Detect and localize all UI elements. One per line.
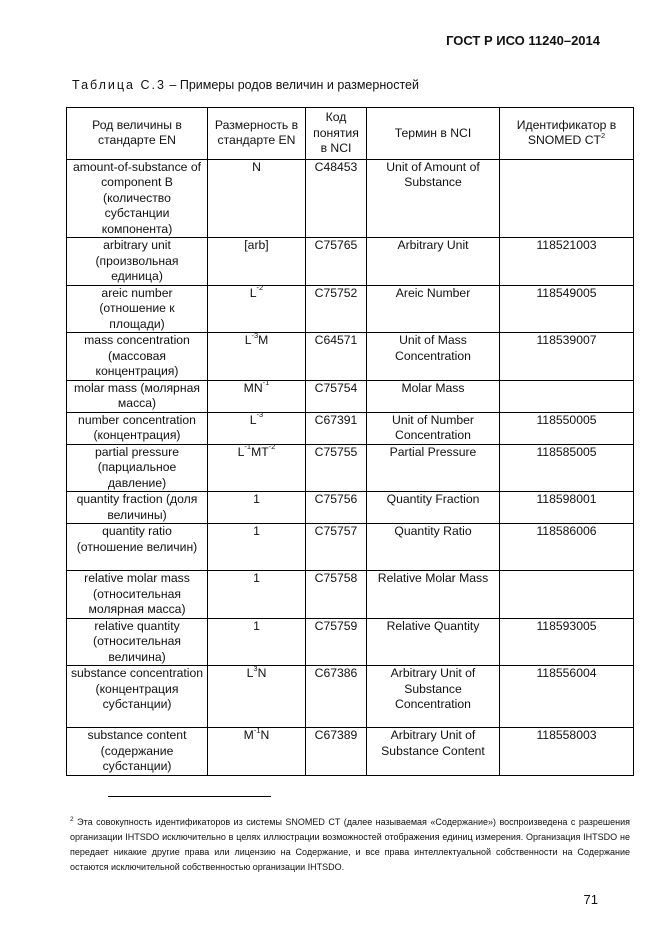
cell-kind: partial pressure (парциальное давление) [67,444,208,492]
dimension-base: 1 [253,618,260,633]
cell-term: Partial Pressure [367,444,500,492]
cell-code: C75752 [306,285,367,333]
dimension-base: L [237,444,245,459]
table-row [67,728,634,776]
cell-snomed: 118521003 [500,238,634,286]
table-row [67,380,634,412]
dimension-exponent: 3 [253,663,258,673]
cell-code: C75755 [306,444,367,492]
cell-term: Unit of Mass Concentration [367,333,500,381]
table-row [67,524,634,571]
cell-code: C75754 [306,380,367,412]
dimension-base: 1 [253,571,260,585]
cell-kind: quantity ratio (отношение величин) [67,524,208,571]
cell-code: C75758 [306,571,367,619]
cell-snomed [500,159,634,238]
cell-kind: amount-of-substance of component B (количество субстанции компонента) [67,159,208,238]
header-snomed-label: Идентификатор в SNOMED CT [516,117,617,148]
cell-term: Relative Molar Mass [367,571,500,619]
dimension-exponent: -3 [256,410,264,420]
cell-dimension [208,238,306,286]
cell-dimension [208,725,306,776]
header-term: Термин в NCI [367,108,500,160]
dimension-tail: M [258,333,269,347]
cell-snomed: 118585005 [500,444,634,492]
cell-dimension [208,159,306,238]
cell-kind: substance concentration (концентрация субстанции) [67,666,208,728]
table-row [67,412,634,444]
cell-term: Quantity Fraction [367,492,500,524]
table-row [67,444,634,492]
cell-snomed [500,380,634,412]
dimension-tail: N [257,666,267,680]
cell-term: Molar Mass [367,380,500,412]
cell-kind: substance content (содержание субстанции) [67,728,208,776]
table-caption [72,78,419,92]
table-row [67,159,634,238]
table-row [67,238,634,286]
cell-dimension [208,444,306,492]
table-row [67,285,634,333]
dimension-base: M [243,728,254,742]
dimension-base: MN [243,380,263,395]
cell-dimension [208,524,306,571]
cell-kind: number concentration (концентрация) [67,412,208,444]
dimension-exponent: -1 [253,725,261,735]
cell-snomed: 118593005 [500,618,634,666]
cell-code: C64571 [306,333,367,381]
dimension-base: [arb] [244,238,269,252]
table-row [67,666,634,728]
cell-kind: arbitrary unit (произвольная единица) [67,238,208,286]
cell-snomed: 118549005 [500,285,634,333]
standard-designation: ГОСТ Р ИСО 11240–2014 [446,33,600,48]
cell-dimension [208,571,306,619]
dimension-base: L [246,666,254,680]
dimension-base: N [252,159,261,174]
footnote [70,815,630,875]
table-row [67,492,634,524]
cell-dimension [208,380,306,412]
cell-dimension [208,492,306,524]
cell-code: C67391 [306,412,367,444]
cell-snomed: 118558003 [500,728,634,776]
cell-term: Quantity Ratio [367,524,500,571]
cell-snomed: 118586006 [500,524,634,571]
header-kind: Род величины в стандарте EN [67,108,208,160]
cell-term: Arbitrary Unit of Substance Content [367,728,500,776]
dimension-exponent: -1 [244,442,252,452]
cell-term: Arbitrary Unit of Substance Concentration [367,666,500,728]
table-label: Таблица С.3 [72,78,166,92]
page-number: 71 [583,892,598,907]
cell-dimension [208,663,306,728]
footnote-text: Эта совокупность идентификаторов из системы SNOMED CT (далее называемая «Содержание») воспроизведена с разрешения организации IHTSDO исключительно в целях иллюстрации возможностей отображения единиц измерения. Организация IHTSDO не передает никакие другие права или лицензию на Содержание, и все права интеллектуальной собственности на Содержание остаются исключительной собственностью организации IHTSDO. [70,817,630,872]
dimension-tail: N [260,728,270,742]
footnote-mark: 2 [70,816,74,823]
cell-code: C75757 [306,524,367,571]
cell-code: C67389 [306,728,367,776]
table-body [67,159,634,775]
cell-kind: areic number (отношение к площади) [67,285,208,333]
header-code: Код понятия в NCI [306,108,367,160]
cell-kind: relative quantity (относительная величина) [67,618,208,666]
footnote-separator [108,796,271,797]
cell-kind: quantity fraction (доля величины) [67,492,208,524]
dimension-exponent: -2 [256,283,264,293]
dimension-base: L [244,333,252,347]
table-header-row [67,108,634,160]
dimension-base: L [249,412,257,427]
cell-snomed [500,571,634,619]
cell-code: C75756 [306,492,367,524]
cell-code: C75765 [306,238,367,286]
caption-dash: – [165,78,180,92]
cell-code: C75759 [306,618,367,666]
header-snomed [500,108,634,160]
cell-kind: molar mass (молярная масса) [67,380,208,412]
table-title: Примеры родов величин и размерностей [179,78,419,92]
cell-snomed: 118539007 [500,333,634,381]
cell-snomed: 118598001 [500,492,634,524]
cell-kind: mass concentration (массовая концентрация) [67,333,208,381]
cell-snomed: 118550005 [500,412,634,444]
table-row [67,571,634,619]
cell-term: Unit of Amount of Substance [367,159,500,238]
table-row [67,618,634,666]
cell-dimension [208,618,306,666]
header-dimension: Размерность в стандарте EN [208,108,306,160]
cell-term: Unit of Number Concentration [367,412,500,444]
dimension-exponent: -1 [262,378,270,388]
cell-term: Relative Quantity [367,618,500,666]
quantities-table [66,107,634,776]
dimension-exponent: -3 [251,330,259,340]
dimension-tail: MT [251,444,269,459]
dimension-base: 1 [253,524,260,538]
cell-term: Areic Number [367,285,500,333]
cell-dimension [208,412,306,444]
cell-term: Arbitrary Unit [367,238,500,286]
cell-dimension [208,285,306,333]
table-row [67,333,634,381]
cell-kind: relative molar mass (относительная молярная масса) [67,571,208,619]
dimension-tail-exponent: -2 [268,442,276,452]
dimension-base: L [249,285,257,300]
cell-code: C67386 [306,666,367,728]
cell-snomed: 118556004 [500,666,634,728]
dimension-base: 1 [253,492,260,506]
footnote-reference: 2 [600,131,606,141]
cell-dimension [208,330,306,381]
cell-code: C48453 [306,159,367,238]
